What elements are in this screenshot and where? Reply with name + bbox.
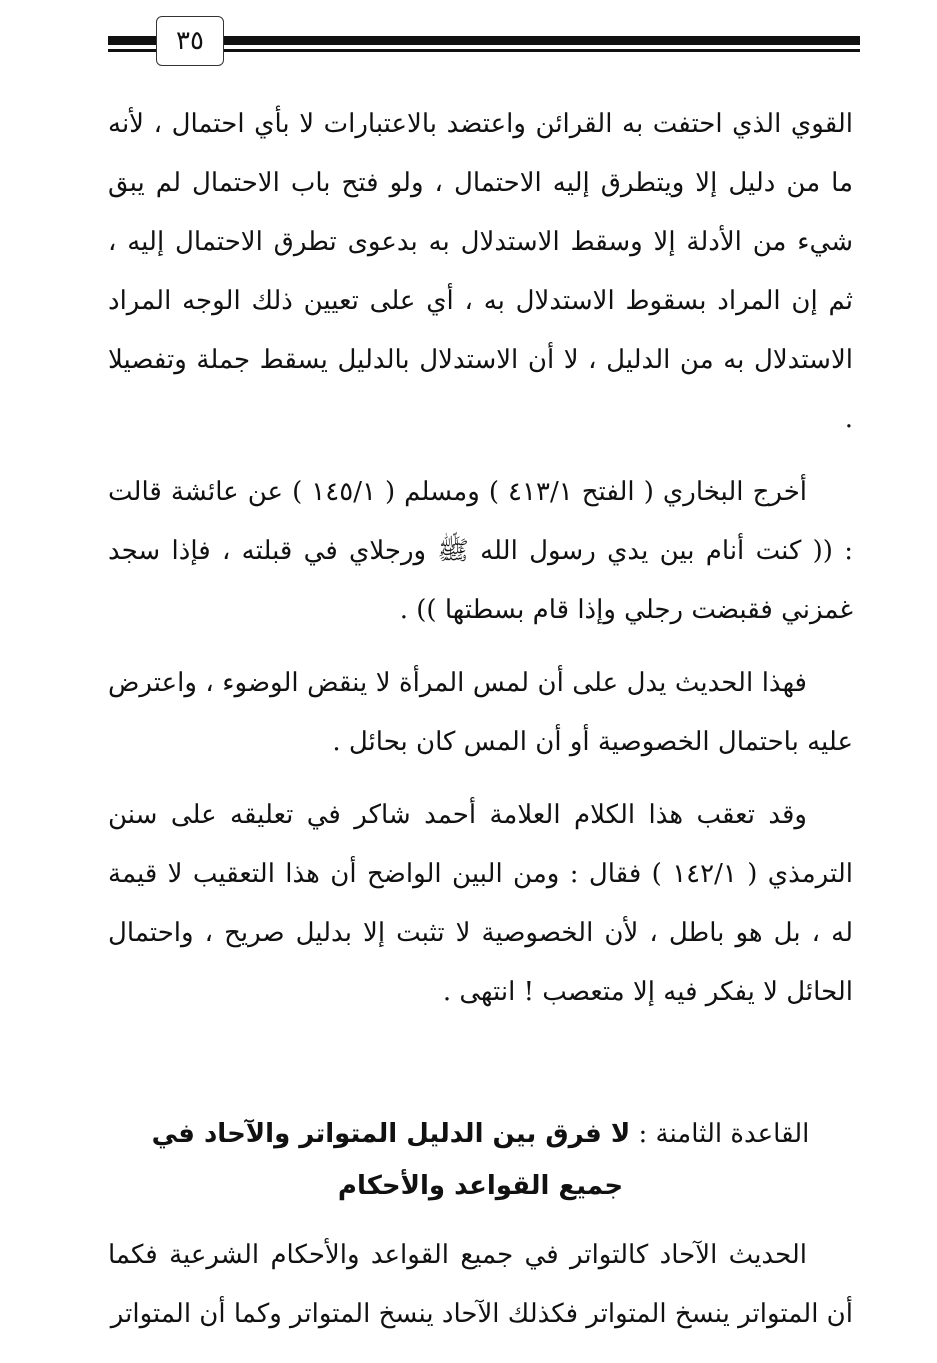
paragraph-3: فهذا الحديث يدل على أن لمس المرأة لا ينقض الوضوء ، واعترض عليه باحتمال الخصوصية أو أن المس كان بحائل . xyxy=(108,668,853,757)
page-header xyxy=(108,16,860,68)
paragraph-4: وقد تعقب هذا الكلام العلامة أحمد شاكر في تعليقه على سنن الترمذي ( ١٤٢/١ ) فقال : ومن البين الواضح أن هذا التعقيب لا قيمة له ، بل هو باطل ، لأن الخصوصية لا تثبت إلا بدليل صريح ، واحتمال الحائل لا يفكر فيه إلا متعصب ! انتهى . xyxy=(108,800,853,1007)
page-body xyxy=(108,95,853,1358)
section-heading xyxy=(108,1108,853,1212)
page-number: ٣٥ xyxy=(156,16,224,66)
paragraph-5: الحديث الآحاد كالتواتر في جميع القواعد والأحكام الشرعية فكما أن المتواتر ينسخ المتواتر فكذلك الآحاد ينسخ المتواتر وكما أن المتواتر xyxy=(108,1240,853,1329)
heading-lead: القاعدة الثامنة : xyxy=(630,1119,810,1149)
paragraph-2: أخرج البخاري ( الفتح ٤١٣/١ ) ومسلم ( ١٤٥/١ ) عن عائشة قالت : (( كنت أنام بين يدي رسول الله ﷺ ورجلاي في قبلته ، فإذا سجد غمزني فقبضت رجلي وإذا قام بسطتها )) . xyxy=(108,477,853,625)
heading-title-line1: لا فرق بين الدليل المتواتر والآحاد في xyxy=(151,1119,631,1149)
paragraph-1: القوي الذي احتفت به القرائن واعتضد بالاعتبارات لا بأي احتمال ، لأنه ما من دليل إلا ويتطرق إليه الاحتمال ، ولو فتح باب الاحتمال لم يبق شيء من الأدلة إلا وسقط الاستدلال به بدعوى تطرق الاحتمال إليه ، ثم إن المراد بسقوط الاستدلال به ، أي على تعيين ذلك الوجه المراد الاستدلال به من الدليل ، لا أن الاستدلال بالدليل يسقط جملة وتفصيلا . xyxy=(108,109,854,434)
heading-title-line2: جميع القواعد والأحكام xyxy=(337,1171,624,1201)
